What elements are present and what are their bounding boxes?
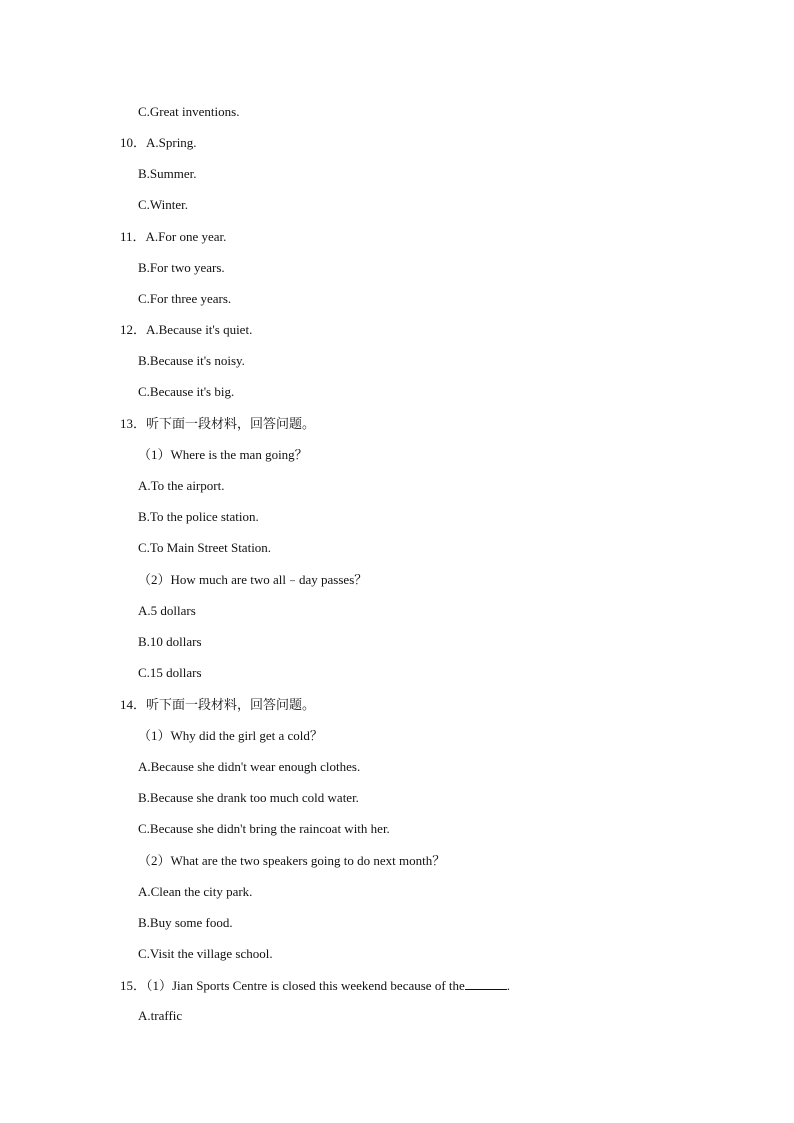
option-line: C.Because it's big. — [138, 384, 235, 399]
question-line: 14．听下面一段材料，回答问题。 — [120, 697, 316, 712]
option-line: C.For three years. — [138, 291, 232, 306]
option-line: B.10 dollars — [138, 634, 202, 649]
question-line: 12．A.Because it's quiet. — [120, 322, 253, 337]
question-tail: . — [506, 978, 511, 993]
option-line: C.15 dollars — [138, 665, 202, 680]
option-line: C.Winter. — [138, 197, 189, 212]
option-line: B.To the police station. — [138, 509, 259, 524]
option-line: B.Because she drank too much cold water. — [138, 790, 359, 805]
subquestion-line: （2）How much are two all﹣day passes？ — [138, 572, 368, 587]
option-line: B.For two years. — [138, 260, 225, 275]
option-line: C.Because she didn't bring the raincoat with her. — [138, 821, 390, 836]
option-line: A.Because she didn't wear enough clothes. — [138, 759, 361, 774]
option-line: C.To Main Street Station. — [138, 540, 272, 555]
option-line: B.Because it's noisy. — [138, 353, 245, 368]
subquestion-line: （2）What are the two speakers going to do next month？ — [138, 853, 446, 868]
question-text: 15．（1）Jian Sports Centre is closed this weekend because of the — [120, 978, 465, 993]
question-line: 10．A.Spring. — [120, 135, 197, 150]
option-line: C.Visit the village school. — [138, 946, 273, 961]
question-line — [120, 977, 510, 994]
option-line: A.5 dollars — [138, 603, 196, 618]
option-line: C.Great inventions. — [138, 104, 240, 119]
option-line: A.Clean the city park. — [138, 884, 253, 899]
subquestion-line: （1）Where is the man going？ — [138, 447, 308, 462]
option-line: A.To the airport. — [138, 478, 225, 493]
subquestion-line: （1）Why did the girl get a cold？ — [138, 728, 323, 743]
option-line: A.traffic — [138, 1008, 183, 1023]
question-line: 13．听下面一段材料，回答问题。 — [120, 416, 316, 431]
answer-blank — [465, 977, 507, 990]
question-line: 11．A.For one year. — [120, 229, 227, 244]
option-line: B.Summer. — [138, 166, 197, 181]
option-line: B.Buy some food. — [138, 915, 233, 930]
